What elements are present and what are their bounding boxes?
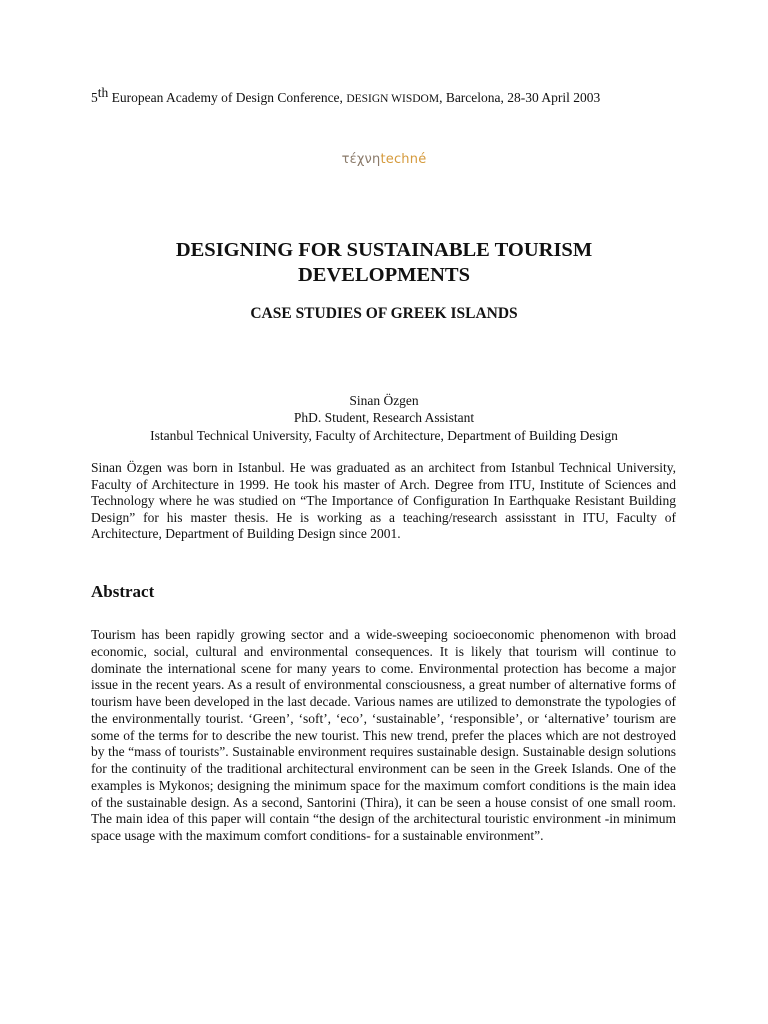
paper-subtitle: CASE STUDIES OF GREEK ISLANDS xyxy=(250,305,518,322)
conference-edition-number: 5 xyxy=(91,90,98,105)
conference-edition-superscript: th xyxy=(97,85,109,100)
paper-title-line-2: DEVELOPMENTS xyxy=(298,264,470,286)
conference-theme: DESIGN WISDOM xyxy=(346,93,440,105)
author-name: Sinan Özgen xyxy=(349,393,419,408)
author-block xyxy=(60,392,708,444)
paper-title xyxy=(60,238,708,288)
conference-name: European Academy of Design Conference, xyxy=(108,90,347,105)
abstract-body: Tourism has been rapidly growing sector and a wide-sweeping socioeconomic phenomenon with broad economic, social, cultural and environmental consequences. It is likely that tourism will continue to dominate the international scene for many years to come. Environmental protection has become a major issue in the recent years. As a result of environmental consciousness, a great number of alternative forms of tourism have been developed in the last decade. Various names are utilized to demonstrate the typologies of the environmentally tourist. ‘Green’, ‘soft’, ‘eco’, ‘sustainable’, ‘responsible’, or ‘alternative’ tourism are some of the terms for to describe the new tourist. This new trend, prefer the places which are not destroyed by the “mass of tourists”. Sustainable environment requires sustainable design. Sustainable design solutions for the continuity of the traditional architectural environment can be seen in the Greek Islands. One of the examples is Mykonos; designing the minimum space for the maximum comfort conditions is the main idea of the sustainable design. As a second, Santorini (Thira), it can be seen a house consist of one small room. The main idea of this paper will contain “the design of the architectural touristic environment -in minimum space usage with the maximum comfort conditions- for a sustainable environment”. xyxy=(91,627,676,843)
abstract-heading: Abstract xyxy=(91,582,155,601)
logo-greek-text: τέχνη xyxy=(341,152,381,167)
conference-header xyxy=(91,85,711,109)
author-affiliation: Istanbul Technical University, Faculty of Architecture, Department of Building Design xyxy=(150,427,618,443)
logo-latin-text: techné xyxy=(380,152,427,167)
author-position: PhD. Student, Research Assistant xyxy=(293,410,475,426)
techne-logo xyxy=(0,152,768,167)
paper-title-line-1: DESIGNING FOR SUSTAINABLE TOURISM xyxy=(175,239,593,261)
conference-location-date: , Barcelona, 28-30 April 2003 xyxy=(439,90,601,105)
author-bio: Sinan Özgen was born in Istanbul. He was graduated as an architect from Istanbul Technical University, Faculty of Architecture in 1999. He took his master of Arch. Degree from ITU, Institute of Sciences and Technology where he was studied on “The Importance of Configuration In Earthquake Resistant Building Design” for his master thesis. He is working as a teaching/research assisstant in ITU, Faculty of Architecture, Department of Building Design since 2001. xyxy=(91,460,676,541)
